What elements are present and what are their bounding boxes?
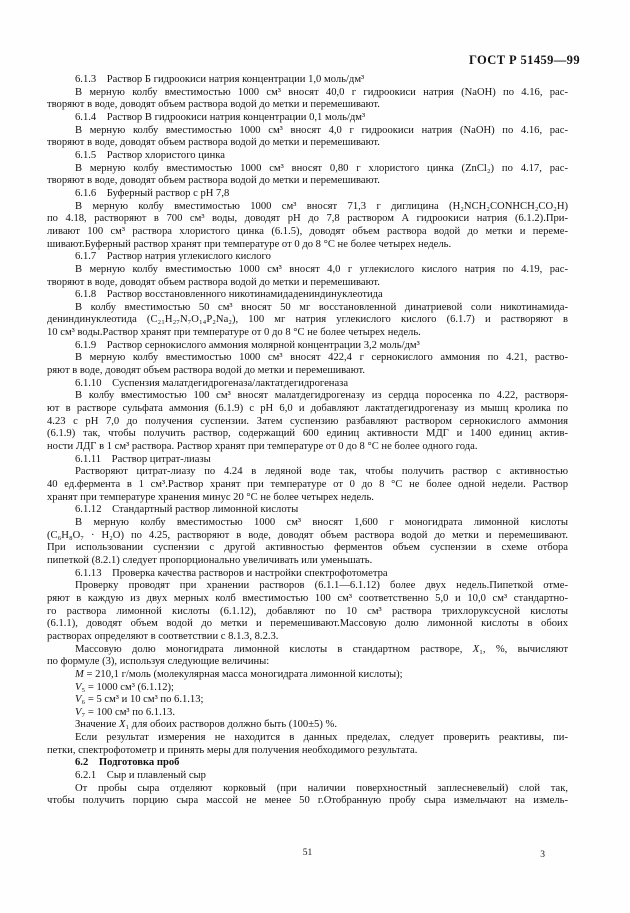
text-line (47, 416, 568, 429)
text-line (47, 707, 568, 720)
text-run: 6.1.5 Раствор хлористого цинка (75, 149, 225, 161)
text-run: 6.2 Подготовка проб (75, 757, 180, 769)
text-line (47, 264, 568, 277)
section-heading-line (47, 757, 568, 770)
text-run: ₆ = 5 см³ и 10 см³ по 6.1.13; (81, 694, 204, 706)
text-run: ₁, %, вычисляют (479, 643, 568, 655)
text-run: Растворяют цитрат-лиазу по 4.24 в ледяной воде так, чтобы получить раствор с активностью (75, 466, 568, 478)
text-line (47, 87, 568, 100)
text-run: пипеткой (8.2.1) следует пропорционально увеличивать или уменьшать. (47, 554, 373, 566)
text-run: В мерную колбу вместимостью 1000 см³ вносят 0,80 г хлористого цинка (ZnCl₂) по 4.17, рас- (75, 162, 568, 174)
text-run: ₅ = 1000 см³ (6.1.12); (81, 681, 174, 693)
text-line (47, 390, 568, 403)
formula-variable: V (75, 706, 82, 718)
text-line (47, 314, 568, 327)
formula-variable: V (75, 694, 82, 706)
formula-variable: X (472, 643, 480, 655)
text-line (47, 745, 568, 758)
text-line (47, 251, 568, 264)
text-run: 4.23 с pH 7,0 до получения суспензии. Затем суспензию разбавляют раствором сернокислого аммония (47, 415, 568, 427)
text-run: по формуле (3), используя следующие величины: (47, 656, 270, 668)
text-run: творяют в воде, доводят объем раствора водой до метки и перемешивают. (47, 99, 380, 111)
text-line (47, 580, 568, 593)
text-run: шивают.Буферный раствор хранят при температуре от 0 до 8 °С не более четырех недель. (47, 238, 452, 250)
text-line (47, 504, 568, 517)
text-run: дениндинуклеотида (C₂₁H₂₇N₇O₁₄P₂Na₂), 100 мг натрия углекислого кислого (6.1.7) и растворяют в (47, 314, 568, 326)
text-line (47, 99, 568, 112)
text-line (47, 631, 568, 644)
text-run: 6.1.8 Раствор восстановленного никотинамидадениндинуклеотида (75, 289, 383, 301)
text-run: хранят при температуре хранения минус 20 °С не более четырех недель. (47, 491, 374, 503)
page-number-right: 3 (540, 850, 545, 860)
text-line (47, 112, 568, 125)
text-line (47, 492, 568, 505)
text-line (47, 277, 568, 290)
document-body (47, 74, 568, 808)
text-line (47, 74, 568, 87)
text-line (47, 327, 568, 340)
text-run: чтобы получить порцию сыра массой не менее 50 г.Отобранную пробу сыра измельчают на измель- (47, 795, 568, 807)
document-header-standard-number: ГОСТ Р 51459—99 (468, 53, 580, 67)
text-line (47, 340, 568, 353)
text-line (47, 694, 568, 707)
text-line (47, 568, 568, 581)
text-run: ности ЛДГ в 1 см³ раствора. Раствор хранят при температуре от 0 до 8 °С не более одного года. (47, 441, 478, 453)
text-line (47, 517, 568, 530)
text-run: В мерную колбу вместимостью 1000 см³ вносят 4,0 г углекислого кислого натрия по 4.19, рас- (75, 263, 568, 275)
text-line (47, 770, 568, 783)
text-run: = 210,1 г/моль (молекулярная масса моногидрата лимонной кислоты); (83, 668, 403, 680)
text-run: по 4.18, растворяют в 700 см³ воды, доводят pH до 7,8 раствором А гидроокиси натрия (6.1.2).При- (47, 213, 568, 225)
text-run: 6.1.9 Раствор сернокислого аммония молярной концентрации 3,2 моль/дм³ (75, 339, 420, 351)
text-run: Проверку проводят при хранении растворов (6.1.1—6.1.12) более двух недель.Пипеткой отме- (75, 580, 568, 592)
text-line (47, 466, 568, 479)
text-run: 6.1.13 Проверка качества растворов и настройки спектрофотометра (75, 567, 388, 579)
text-run: От пробы сыра отделяют корковый (при наличии поверхностный заплесневелый) слой так, (75, 782, 568, 794)
text-line (47, 201, 568, 214)
text-run: В колбу вместимостью 50 см³ вносят 50 мг восстановленной динатриевой соли никотинамида- (75, 301, 568, 313)
text-line (47, 542, 568, 555)
text-run: 10 см³ воды.Раствор хранят при температуре от 0 до 8 °С не более четырех недель. (47, 327, 421, 339)
text-line (47, 441, 568, 454)
text-line (47, 403, 568, 416)
text-line (47, 137, 568, 150)
text-line (47, 555, 568, 568)
text-run: ют в растворе сульфата аммония (6.1.9) с pH 6,0 и добавляют лактатдегидрогеназу из мышц кролика по (47, 403, 568, 415)
text-line (47, 125, 568, 138)
text-line (47, 239, 568, 252)
text-line (47, 289, 568, 302)
text-line (47, 682, 568, 695)
text-line (47, 352, 568, 365)
text-line (47, 226, 568, 239)
text-run: творяют в воде, доводят объем раствора водой до метки и перемешивают. (47, 276, 380, 288)
text-line (47, 175, 568, 188)
text-line (47, 669, 568, 682)
text-run: Массовую долю моногидрата лимонной кислоты в стандартном растворе, (75, 643, 473, 655)
text-line (47, 188, 568, 201)
text-line (47, 428, 568, 441)
text-run: В мерную колбу вместимостью 1000 см³ вносят 40,0 г гидроокиси натрия (NaOH) по 4.16, рас- (75, 86, 568, 98)
text-run: ряют в каждую из двух мерных колб вместимостью 100 см³ соответственно 5,0 и 10,0 см³ стандартно- (47, 592, 568, 604)
text-line (47, 732, 568, 745)
text-line (47, 365, 568, 378)
text-line (47, 656, 568, 669)
text-run: 6.1.7 Раствор натрия углекислого кислого (75, 251, 271, 263)
text-run: (C₆H₈O₇ · H₂O) по 4.25, растворяют в воде, доводят объем раствора водой до метки и перемешивают. (47, 529, 568, 541)
text-run: 6.1.12 Стандартный раствор лимонной кислоты (75, 504, 299, 516)
text-run: растворах определяют в соответствии с 8.1.3, 8.2.3. (47, 630, 279, 642)
text-run: (6.1.9) так, чтобы получить раствор, содержащий 600 единиц активности МДГ и 1400 единиц актив- (47, 428, 568, 440)
text-line (47, 213, 568, 226)
text-line (47, 150, 568, 163)
text-line (47, 530, 568, 543)
text-line (47, 644, 568, 657)
text-run: (6.1.1), доводят объем водой до метки и перемешивают.Массовую долю лимонной кислоты в обоих (47, 618, 568, 630)
text-run: 6.2.1 Сыр и плавленый сыр (75, 770, 206, 782)
text-line (47, 479, 568, 492)
text-run: В мерную колбу вместимостью 1000 см³ вносят 71,3 г диглицина (H₂NCH₂CONHCH₂CO₂H) (75, 200, 568, 212)
text-run: ряют в воде, доводят объем раствора водой до метки и перемешивают. (47, 365, 365, 377)
text-run: петки, спектрофотометр и принять меры для получения необходимого результата. (47, 744, 418, 756)
text-run: 40 ед.фермента в 1 см³.Раствор хранят при температуре от 0 до 8 °С не более одной недели. Раствор (47, 479, 568, 490)
text-line (47, 378, 568, 391)
text-line (47, 606, 568, 619)
text-run: 6.1.11 Раствор цитрат-лиазы (75, 453, 211, 465)
text-run: Если результат измерения не находится в данных пределах, следует проверить реактивы, пи- (75, 732, 568, 744)
formula-variable: M (75, 668, 84, 680)
text-run: В мерную колбу вместимостью 1000 см³ вносят 422,4 г сернокислого аммония по 4.21, раство- (75, 352, 568, 364)
text-line (47, 719, 568, 732)
text-line (47, 618, 568, 631)
text-line (47, 593, 568, 606)
text-run: творяют в воде, доводят объем раствора водой до метки и перемешивают. (47, 175, 380, 187)
text-run: 6.1.6 Буферный раствор с pH 7,8 (75, 187, 230, 199)
formula-variable: X (118, 719, 126, 731)
text-line (47, 795, 568, 808)
formula-variable: V (75, 681, 82, 693)
text-run: В мерную колбу вместимостью 1000 см³ вносят 1,600 г моногидрата лимонной кислоты (75, 516, 568, 528)
text-run: 6.1.4 Раствор В гидроокиси натрия концентрации 0,1 моль/дм³ (75, 111, 366, 123)
text-run: го раствора лимонной кислоты (6.1.12), добавляют по 10 см³ раствора трихлоруксусной кислоты (47, 605, 568, 617)
text-run: ₇ = 100 см³ по 6.1.13. (81, 706, 175, 718)
text-run: В колбу вместимостью 100 см³ вносят малатдегидрогеназу из сердца поросенка по 4.22, растворя- (75, 390, 568, 402)
text-run: ₁ для обоих растворов должно быть (100±5) %. (125, 719, 337, 731)
text-run: творяют в воде, доводят объем раствора водой до метки и перемешивают. (47, 137, 380, 149)
text-run: ливают 100 см³ раствора хлористого цинка (6.1.5), доводят объем раствора водой до метки и переме- (47, 225, 568, 237)
text-run: В мерную колбу вместимостью 1000 см³ вносят 4,0 г гидроокиси натрия (NaOH) по 4.16, рас- (75, 124, 568, 136)
text-line (47, 302, 568, 315)
text-line (47, 454, 568, 467)
text-line (47, 163, 568, 176)
text-line (47, 783, 568, 796)
text-run: Значение (75, 719, 119, 731)
text-run: При использовании суспензии с другой активностью ферментов объем суспензии в схеме отбора (47, 542, 568, 554)
page-number-center: 51 (302, 848, 313, 858)
text-run: 6.1.10 Суспензия малатдегидрогеназа/лактатдегидрогеназа (75, 377, 349, 389)
text-run: 6.1.3 Раствор Б гидроокиси натрия концентрации 1,0 моль/дм³ (75, 74, 365, 85)
